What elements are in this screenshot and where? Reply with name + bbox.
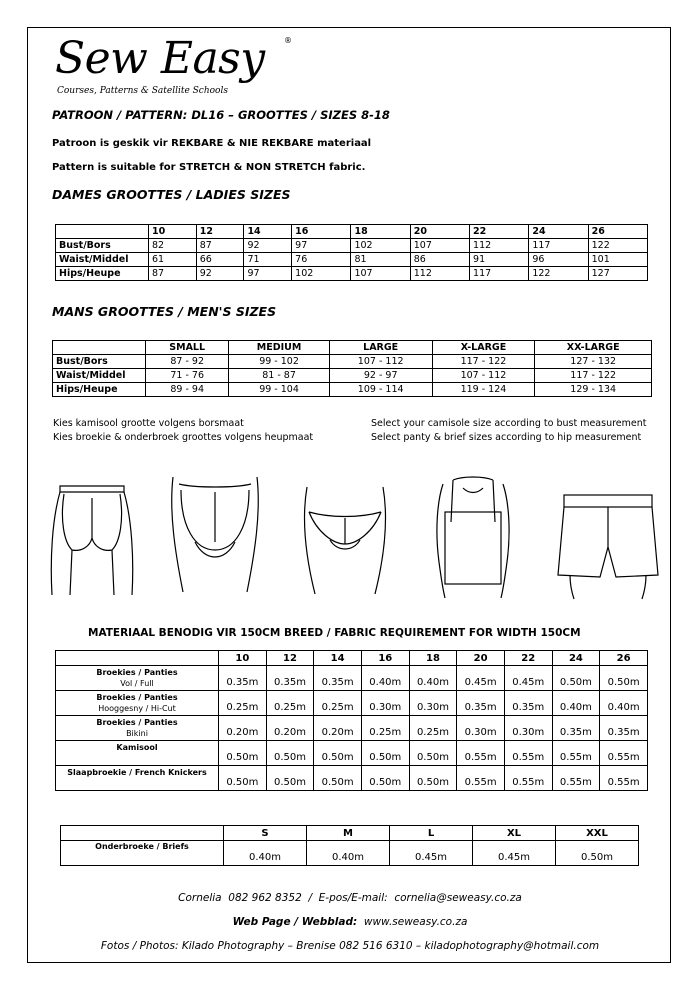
table-cell: 117 - 122 — [535, 369, 652, 383]
size-header: SMALL — [146, 341, 229, 355]
size-header: 12 — [266, 651, 314, 666]
table-cell: 102 — [351, 239, 410, 253]
table-cell: 0.50m — [552, 666, 600, 691]
size-header: LARGE — [329, 341, 432, 355]
table-cell: 0.40m — [224, 841, 307, 866]
table-cell: 61 — [149, 253, 197, 267]
garment-style: Hooggesny / Hi-Cut — [98, 704, 176, 713]
table-cell: 71 — [244, 253, 292, 267]
table-cell: 0.20m — [219, 716, 267, 741]
email-link[interactable]: cornelia@seweasy.co.za — [394, 892, 522, 904]
pattern-title: PATROON / PATTERN: DL16 – GROOTTES / SIZES 8-18 — [52, 108, 390, 122]
table-cell: 99 - 102 — [229, 355, 329, 369]
bikini-panty-illustration — [295, 482, 395, 597]
size-header: 18 — [351, 225, 410, 239]
camisole-note-english: Select your camisole size according to bust measurement — [371, 418, 647, 429]
size-header: 14 — [314, 651, 362, 666]
table-cell: 117 - 122 — [432, 355, 535, 369]
contact-phone: 082 962 8352 — [228, 892, 302, 904]
table-cell: 0.30m — [504, 716, 552, 741]
table-cell: 0.55m — [504, 766, 552, 791]
table-cell: 0.45m — [390, 841, 473, 866]
table-cell: 112 — [470, 239, 529, 253]
fabric-note-english: Pattern is suitable for STRETCH & NON STRETCH fabric. — [52, 162, 366, 173]
table-row — [61, 841, 639, 866]
table-cell: 0.35m — [457, 691, 505, 716]
table-cell: 117 — [529, 239, 588, 253]
table-cell: 0.55m — [552, 741, 600, 766]
table-cell: 0.50m — [314, 741, 362, 766]
table-cell: 0.50m — [219, 766, 267, 791]
table-cell: 86 — [410, 253, 469, 267]
fabric-requirement-table — [55, 650, 648, 791]
table-cell: 119 - 124 — [432, 383, 535, 397]
garment-style: Vol / Full — [120, 679, 154, 688]
table-cell: 0.30m — [457, 716, 505, 741]
size-header: 22 — [504, 651, 552, 666]
table-row — [53, 355, 652, 369]
garment-label — [56, 666, 219, 691]
table-cell: 89 - 94 — [146, 383, 229, 397]
table-cell: 0.50m — [600, 666, 648, 691]
table-cell: 0.20m — [266, 716, 314, 741]
table-row — [56, 253, 648, 267]
garment-label — [56, 691, 219, 716]
table-cell: 71 - 76 — [146, 369, 229, 383]
table-cell: 0.50m — [314, 766, 362, 791]
table-row — [56, 239, 648, 253]
table-cell: 0.30m — [361, 691, 409, 716]
mens-heading: MANS GROOTTES / MEN'S SIZES — [52, 304, 277, 319]
garment-label: Onderbroeke / Briefs — [61, 841, 224, 866]
table-cell: 0.55m — [504, 741, 552, 766]
table-cell: 76 — [292, 253, 351, 267]
table-cell: 87 - 92 — [146, 355, 229, 369]
size-header: 14 — [244, 225, 292, 239]
table-cell: 0.50m — [361, 766, 409, 791]
row-label: Waist/Middel — [53, 369, 146, 383]
garment-style: Bikini — [126, 729, 148, 738]
table-cell: 87 — [196, 239, 244, 253]
table-cell: 92 — [196, 267, 244, 281]
table-cell: 0.40m — [307, 841, 390, 866]
table-header-row — [56, 651, 648, 666]
table-cell: 0.50m — [409, 741, 457, 766]
size-header: X-LARGE — [432, 341, 535, 355]
size-header: MEDIUM — [229, 341, 329, 355]
table-cell: 102 — [292, 267, 351, 281]
web-label: Web Page / Webblad: — [232, 916, 358, 928]
table-cell: 0.45m — [457, 666, 505, 691]
table-cell: 127 - 132 — [535, 355, 652, 369]
table-cell: 107 - 112 — [432, 369, 535, 383]
panty-note-afrikaans: Kies broekie & onderbroek groottes volgens heupmaat — [53, 432, 314, 443]
table-row — [56, 741, 648, 766]
table-cell: 127 — [588, 267, 647, 281]
table-cell: 0.25m — [361, 716, 409, 741]
table-corner — [56, 651, 219, 666]
table-cell: 0.50m — [556, 841, 639, 866]
table-cell: 0.25m — [219, 691, 267, 716]
fabric-requirement-heading: MATERIAAL BENODIG VIR 150CM BREED / FABRIC REQUIREMENT FOR WIDTH 150CM — [88, 627, 581, 639]
table-cell: 0.40m — [361, 666, 409, 691]
table-cell: 81 — [351, 253, 410, 267]
table-cell: 122 — [529, 267, 588, 281]
row-label: Waist/Middel — [56, 253, 149, 267]
size-header: XX-LARGE — [535, 341, 652, 355]
table-cell: 96 — [529, 253, 588, 267]
size-header: M — [307, 826, 390, 841]
garment-title: Broekies / Panties — [96, 718, 178, 727]
garment-title: Slaapbroekie / French Knickers — [67, 768, 207, 777]
full-panty-back-illustration — [42, 480, 142, 600]
table-cell: 112 — [410, 267, 469, 281]
camisole-note-afrikaans: Kies kamisool grootte volgens borsmaat — [53, 418, 244, 429]
row-label: Bust/Bors — [53, 355, 146, 369]
garment-title: Broekies / Panties — [96, 693, 178, 702]
table-cell: 101 — [588, 253, 647, 267]
table-cell: 0.50m — [219, 741, 267, 766]
table-cell: 0.50m — [266, 766, 314, 791]
mens-size-table — [52, 340, 652, 397]
table-cell: 0.40m — [600, 691, 648, 716]
table-cell: 87 — [149, 267, 197, 281]
table-corner — [56, 225, 149, 239]
row-label: Hips/Heupe — [53, 383, 146, 397]
table-cell: 0.50m — [361, 741, 409, 766]
size-header: 26 — [588, 225, 647, 239]
row-label: Hips/Heupe — [56, 267, 149, 281]
table-cell: 0.20m — [314, 716, 362, 741]
table-cell: 107 — [410, 239, 469, 253]
table-row — [56, 691, 648, 716]
table-cell: 0.35m — [552, 716, 600, 741]
french-knickers-illustration — [552, 485, 664, 600]
table-cell: 117 — [470, 267, 529, 281]
contact-line: Cornelia 082 962 8352 / E-pos/E-mail: cornelia@seweasy.co.za — [178, 892, 522, 904]
size-header: 10 — [149, 225, 197, 239]
size-header: 26 — [600, 651, 648, 666]
briefs-requirement-table — [60, 825, 639, 866]
table-cell: 129 - 134 — [535, 383, 652, 397]
table-header-row — [61, 826, 639, 841]
row-label: Bust/Bors — [56, 239, 149, 253]
table-row — [56, 716, 648, 741]
table-header-row — [53, 341, 652, 355]
table-row — [56, 666, 648, 691]
table-cell: 0.40m — [552, 691, 600, 716]
table-row — [56, 267, 648, 281]
table-cell: 0.55m — [600, 766, 648, 791]
table-cell: 107 — [351, 267, 410, 281]
photos-credit: Fotos / Photos: Kilado Photography – Brenise 082 516 6310 – kiladophotography@hotmail.com — [100, 940, 600, 952]
web-link[interactable]: www.seweasy.co.za — [363, 916, 468, 928]
table-cell: 66 — [196, 253, 244, 267]
size-header: XL — [473, 826, 556, 841]
table-cell: 97 — [292, 239, 351, 253]
table-cell: 0.50m — [409, 766, 457, 791]
size-header: 12 — [196, 225, 244, 239]
table-cell: 0.55m — [457, 741, 505, 766]
size-header: 24 — [529, 225, 588, 239]
table-cell: 0.40m — [409, 666, 457, 691]
size-header: 24 — [552, 651, 600, 666]
size-header: 20 — [457, 651, 505, 666]
size-header: 16 — [361, 651, 409, 666]
table-cell: 97 — [244, 267, 292, 281]
table-cell: 0.55m — [457, 766, 505, 791]
panty-note-english: Select panty & brief sizes according to hip measurement — [371, 432, 642, 443]
size-header: XXL — [556, 826, 639, 841]
table-row — [56, 766, 648, 791]
garment-title: Broekies / Panties — [96, 668, 178, 677]
table-cell: 0.25m — [314, 691, 362, 716]
web-line — [0, 916, 700, 928]
table-cell: 122 — [588, 239, 647, 253]
table-cell: 0.55m — [600, 741, 648, 766]
garment-label — [56, 741, 219, 766]
table-cell: 109 - 114 — [329, 383, 432, 397]
size-header: S — [224, 826, 307, 841]
table-cell: 0.45m — [473, 841, 556, 866]
table-cell: 0.35m — [504, 691, 552, 716]
ladies-heading: DAMES GROOTTES / LADIES SIZES — [52, 187, 291, 202]
table-row — [53, 369, 652, 383]
table-cell: 92 - 97 — [329, 369, 432, 383]
size-header: 20 — [410, 225, 469, 239]
table-cell: 0.30m — [409, 691, 457, 716]
table-cell: 0.55m — [552, 766, 600, 791]
brand-logo: Sew Easy — [55, 33, 265, 84]
contact-name: Cornelia — [178, 892, 222, 904]
garment-label — [56, 716, 219, 741]
garment-label — [56, 766, 219, 791]
table-header-row — [56, 225, 648, 239]
table-cell: 81 - 87 — [229, 369, 329, 383]
registered-mark: ® — [284, 36, 292, 45]
table-cell: 0.35m — [600, 716, 648, 741]
table-cell: 0.35m — [266, 666, 314, 691]
table-cell: 0.35m — [314, 666, 362, 691]
table-cell: 0.35m — [219, 666, 267, 691]
table-cell: 82 — [149, 239, 197, 253]
table-cell: 0.25m — [409, 716, 457, 741]
size-header: 18 — [409, 651, 457, 666]
email-label: E-pos/E-mail: — [318, 892, 388, 904]
brand-tagline: Courses, Patterns & Satellite Schools — [57, 86, 228, 96]
table-cell: 0.50m — [266, 741, 314, 766]
camisole-back-illustration — [423, 472, 523, 600]
table-corner — [53, 341, 146, 355]
garment-title: Kamisool — [116, 743, 158, 752]
table-row — [53, 383, 652, 397]
hi-cut-panty-back-illustration — [165, 472, 265, 597]
size-header: 22 — [470, 225, 529, 239]
ladies-size-table — [55, 224, 648, 281]
size-header: 16 — [292, 225, 351, 239]
size-header: 10 — [219, 651, 267, 666]
table-cell: 0.25m — [266, 691, 314, 716]
fabric-note-afrikaans: Patroon is geskik vir REKBARE & NIE REKBARE materiaal — [52, 138, 372, 149]
table-cell: 99 - 104 — [229, 383, 329, 397]
table-cell: 0.45m — [504, 666, 552, 691]
table-cell: 107 - 112 — [329, 355, 432, 369]
table-cell: 92 — [244, 239, 292, 253]
size-header: L — [390, 826, 473, 841]
table-corner — [61, 826, 224, 841]
table-cell: 91 — [470, 253, 529, 267]
